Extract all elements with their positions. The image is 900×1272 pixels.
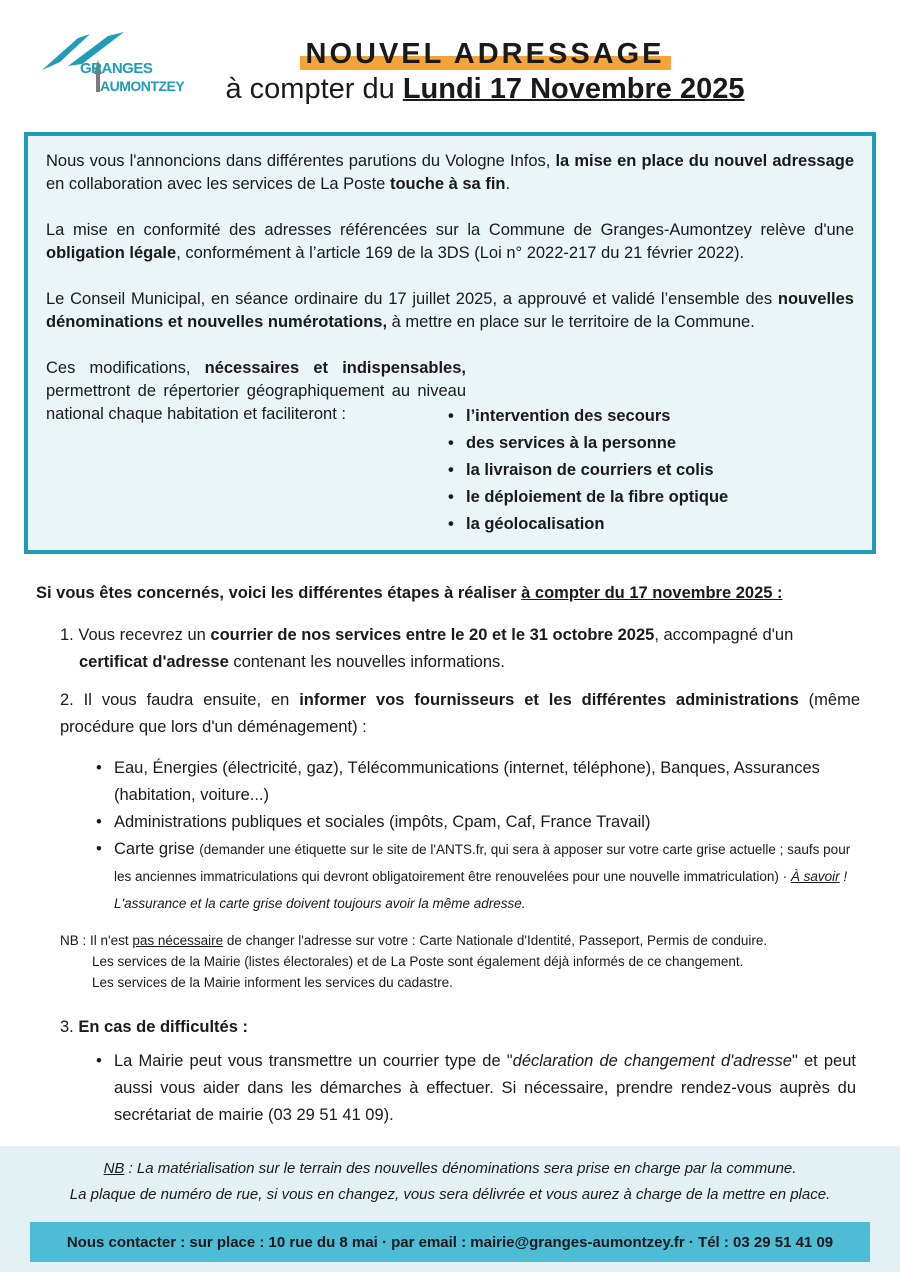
footer-notes [0, 1156, 900, 1208]
footer-note-line-2: La plaque de numéro de rue, si vous en changez, vous sera délivrée et vous aurez à charge de la mettre en place. [69, 1186, 831, 1203]
subtitle-prefix: à compter du [225, 73, 403, 105]
text-run: La mise en conformité des adresses référencées sur la Commune de Granges-Aumontzey relève d'une [46, 221, 854, 239]
sub-item-c-know: À savoir [790, 869, 840, 884]
info-p4-text [46, 359, 466, 423]
contact-bar [30, 1222, 870, 1262]
logo-line2: AUMONTZEY [100, 78, 185, 94]
list-item: • des services à la personne [448, 430, 728, 457]
text-run: nécessaires et indispensables, [204, 359, 466, 377]
list-item: • le déploiement de la fibre optique [448, 484, 728, 511]
text-run: certificat d'adresse [79, 653, 229, 671]
step-2 [60, 687, 860, 741]
text-run: Ces modifications, [46, 359, 205, 377]
text-run: Nous vous l'annoncions dans différentes parutions du Vologne Infos, [46, 152, 556, 170]
step-3-item-italic: déclaration de changement d'adresse [512, 1052, 792, 1070]
sub-item-a: Eau, Énergies (électricité, gaz), Télécommunications (internet, téléphone), Banques, Assurances (habitation, voiture...) [114, 759, 820, 804]
list-item: • la géolocalisation [448, 511, 728, 538]
info-paragraph-1 [46, 150, 854, 196]
title-subtitle [200, 73, 770, 106]
step-3-num: 3. [60, 1018, 79, 1036]
text-run: touche à sa fin [389, 175, 506, 193]
list-item [96, 1048, 856, 1129]
text-run: à mettre en place sur le territoire de la Commune. [387, 313, 755, 331]
info-bullet-list [448, 403, 728, 538]
text-run: 2. Il vous faudra ensuite, en [60, 691, 300, 709]
list-item: • la livraison de courriers et colis [448, 457, 728, 484]
steps-heading [36, 584, 783, 603]
step-3 [60, 1014, 248, 1041]
title-text: NOUVEL ADRESSAGE [305, 38, 665, 70]
text-run: courrier de nos services entre le 20 et le 31 octobre 2025 [210, 626, 655, 644]
step-1-line2 [60, 649, 860, 676]
text-run: la mise en place du nouvel adressage [555, 152, 854, 170]
text-run: 1. Vous recevrez un [60, 626, 211, 644]
subtitle-date: Lundi 17 Novembre 2025 [402, 73, 745, 105]
step-1-line1 [60, 622, 860, 649]
step-3-item-b: " et peut aussi vous aider dans les démarches à effectuer. Si nécessaire, prendre rendez-vous auprès du secrétariat de mairie (03 29 51 41 09). [114, 1052, 856, 1124]
steps-heading-prefix: Si vous êtes concernés, voici les différentes étapes à réaliser [36, 584, 522, 602]
text-run: . [505, 175, 511, 193]
footer-note-line-1 [0, 1156, 900, 1182]
nb-prefix: NB : Il n'est [60, 933, 133, 948]
text-run: , conformément à l’article 169 de la 3DS (Loi n° 2022-217 du 21 février 2022). [176, 244, 745, 262]
list-item [96, 836, 856, 917]
info-paragraph-3 [46, 288, 854, 334]
logo-line1: GRANGES [80, 60, 153, 77]
nb-line-2: Les services de la Mairie (listes électorales) et de La Poste sont également déjà informés de ce changement. [92, 954, 744, 969]
list-item [96, 755, 856, 809]
step-1 [60, 622, 860, 676]
page-title [200, 38, 770, 106]
step-3-title: En cas de difficultés : [78, 1018, 248, 1036]
sub-item-c-know-rest: ! L'assurance et la carte grise doivent toujours avoir la même adresse. [114, 869, 848, 911]
text-run: obligation légale [46, 244, 177, 262]
text-run: (même procédure que lors d'un déménagement) : [60, 691, 861, 736]
text-run: contenant les nouvelles informations. [228, 653, 505, 671]
steps-heading-date: à compter du 17 novembre 2025 : [521, 584, 783, 602]
nb-rest: de changer l'adresse sur votre : Carte Nationale d'Identité, Passeport, Permis de conduire. [223, 933, 768, 948]
nb-line-1 [60, 930, 860, 951]
step-3-item-a: La Mairie peut vous transmettre un courrier type de " [114, 1052, 513, 1070]
nb-line-3: Les services de la Mairie informent les services du cadastre. [92, 975, 453, 990]
sub-item-b: Administrations publiques et sociales (impôts, Cpam, Caf, France Travail) [114, 813, 651, 831]
list-item: • l’intervention des secours [448, 403, 728, 430]
text-run: informer vos fournisseurs et les différentes administrations [299, 691, 799, 709]
text-run: Le Conseil Municipal, en séance ordinaire du 17 juillet 2025, a approuvé et validé l’ensemble des [46, 290, 778, 308]
nb-note [60, 930, 860, 993]
text-run: permettront de répertorier géographiquement au niveau national chaque habitation et faciliteront : [46, 382, 466, 423]
info-paragraph-2 [46, 219, 854, 265]
text-run: , accompagné d'un [654, 626, 794, 644]
footer-nb-line1: : La matérialisation sur le terrain des nouvelles dénominations sera prise en charge par la commune. [124, 1160, 797, 1177]
text-run: nouvelles dénominations et nouvelles numérotations, [46, 290, 854, 331]
title-main [300, 38, 671, 71]
text-run: en collaboration avec les services de La Poste [46, 175, 390, 193]
step-2-list [96, 755, 856, 917]
footer-nb-label: NB [103, 1160, 125, 1177]
sub-item-c-main: Carte grise [114, 840, 200, 858]
step-3-list [96, 1048, 856, 1129]
info-paragraph-4 [46, 357, 466, 426]
list-item [96, 809, 856, 836]
contact-text: Nous contacter : sur place : 10 rue du 8 mai · par email : mairie@granges-aumontzey.fr · Tél : 03 29 51 41 09 [66, 1233, 834, 1251]
sub-item-c-note: (demander une étiquette sur le site de l'ANTS.fr, qui sera à apposer sur votre carte grise actuelle ; saufs pour les anciennes immatriculations qui devront obligatoirement être renouvelées pour une nouvelle immatriculation) · [114, 842, 851, 884]
nb-underlined: pas nécessaire [132, 933, 224, 948]
